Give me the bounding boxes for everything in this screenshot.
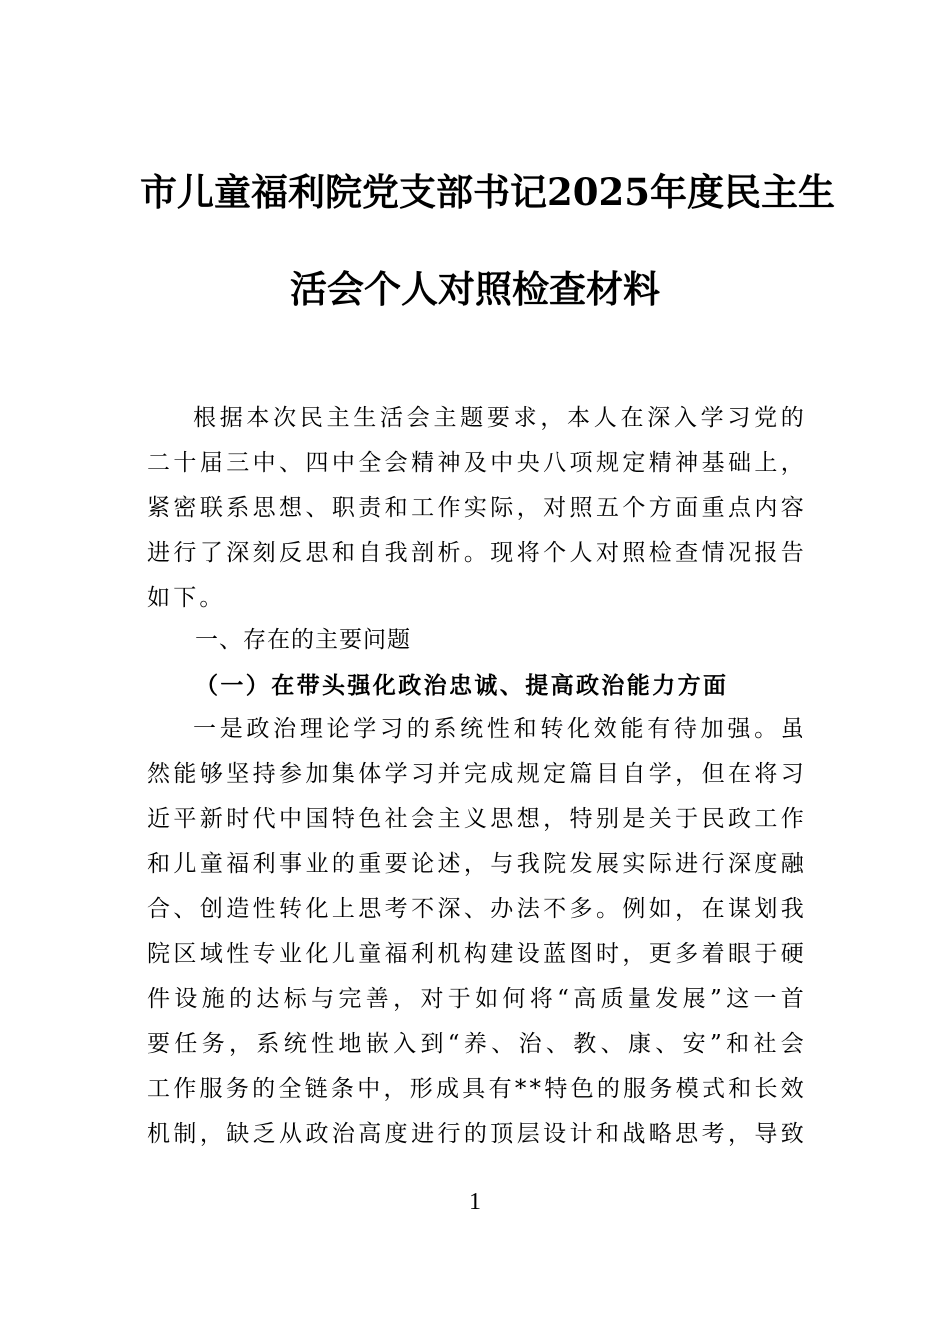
main-line: 然能够坚持参加集体学习并完成规定篇目自学，但在将习 (147, 761, 807, 787)
main-line: 工作服务的全链条中，形成具有**特色的服务模式和长效 (147, 1076, 807, 1102)
intro-line: 二十届三中、四中全会精神及中央八项规定精神基础上， (147, 450, 807, 476)
main-line: 近平新时代中国特色社会主义思想，特别是关于民政工作 (147, 806, 807, 832)
intro-line: 进行了深刻反思和自我剖析。现将个人对照检查情况报告 (147, 540, 807, 566)
section-heading: 一、存在的主要问题 (195, 627, 411, 653)
main-line: 一是政治理论学习的系统性和转化效能有待加强。虽 (193, 716, 807, 742)
main-line: 要任务，系统性地嵌入到“养、治、教、康、安”和社会 (147, 1031, 807, 1057)
subsection-heading: （一）在带头强化政治忠诚、提高政治能力方面 (195, 672, 729, 699)
main-line: 合、创造性转化上思考不深、办法不多。例如，在谋划我 (147, 896, 807, 922)
document-title-line-2: 活会个人对照检查材料 (290, 267, 660, 311)
intro-line: 紧密联系思想、职责和工作实际，对照五个方面重点内容 (147, 495, 807, 521)
main-line: 机制，缺乏从政治高度进行的顶层设计和战略思考，导致 (147, 1121, 807, 1147)
intro-line: 根据本次民主生活会主题要求，本人在深入学习党的 (193, 405, 807, 431)
main-line: 和儿童福利事业的重要论述，与我院发展实际进行深度融 (147, 851, 807, 877)
document-title-line-1: 市儿童福利院党支部书记2025年度民主生 (140, 170, 835, 214)
main-line: 院区域性专业化儿童福利机构建设蓝图时，更多着眼于硬 (147, 941, 807, 967)
page-number: 1 (469, 1189, 481, 1215)
intro-paragraph (147, 396, 807, 621)
main-paragraph (147, 707, 807, 1157)
intro-line: 如下。 (147, 585, 226, 611)
main-line: 件设施的达标与完善，对于如何将“高质量发展”这一首 (147, 986, 807, 1012)
